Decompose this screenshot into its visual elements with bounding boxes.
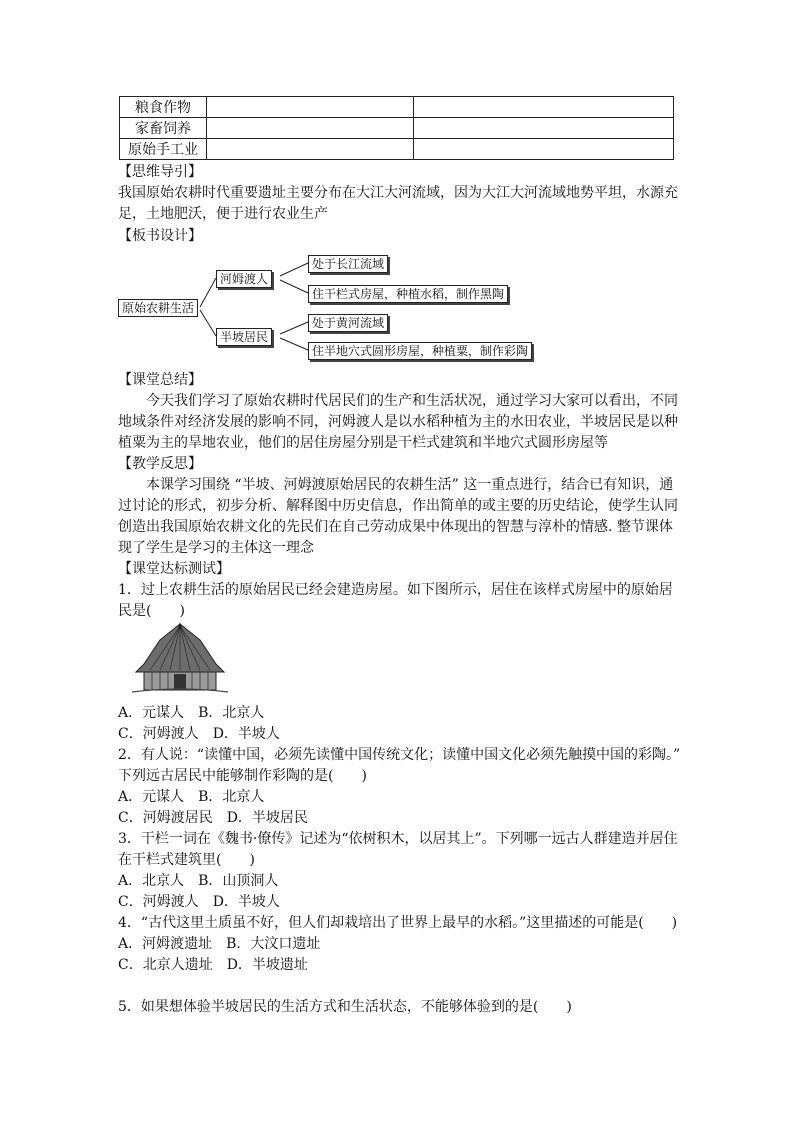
- question-2-line: 下列远古居民中能够制作彩陶的是( ): [118, 768, 367, 784]
- question-4-line: 4．“古代这里土质虽不好，但人们却栽培出了世界上最早的水稻。”这里描述的可能是( ): [118, 915, 678, 931]
- board-design-diagram: [118, 254, 548, 364]
- question-2-option: A．元谋人 B．北京人: [118, 789, 265, 805]
- question-3-line: 3．干栏一词在《魏书·僚传》记述为“依树积木，以居其上”。下列哪一远古人群建造并居住: [118, 831, 678, 847]
- reflection-line: 过讨论的形式，初步分析、解释图中历史信息，作出简单的或主要的历史结论，使学生认同: [118, 498, 678, 514]
- summary-heading: 【课堂总结】: [118, 372, 202, 388]
- thinking-guide-heading: 【思维导引】: [118, 164, 202, 180]
- table-row: [120, 97, 674, 118]
- summary-line: 今天我们学习了原始农耕时代居民们的生产和生活状况，通过学习大家可以看出，不同: [146, 393, 678, 409]
- banpo-fact-life: 住半地穴式圆形房屋，种植粟，制作彩陶: [308, 342, 532, 360]
- summary-line: 地域条件对经济发展的影响不同，河姆渡人是以水稻种植为主的水田农业，半坡居民是以种: [118, 414, 678, 430]
- table-row-label: 粮食作物: [120, 97, 207, 118]
- reflection-line: 本课学习围绕 “半坡、河姆渡原始居民的农耕生活” 这一重点进行，结合已有知识，通: [146, 477, 674, 493]
- table-cell: [207, 139, 414, 160]
- table-row-label: 家畜饲养: [120, 118, 207, 139]
- hemudu-fact-location: 处于长江流域: [308, 255, 388, 273]
- table-cell: [414, 97, 674, 118]
- hemudu-node: 河姆渡人: [216, 270, 272, 288]
- question-4-option: A．河姆渡遗址 B．大汶口遗址: [118, 936, 321, 952]
- summary-line: 植粟为主的旱地农业，他们的居住房屋分别是干栏式建筑和半地穴式圆形房屋等: [118, 435, 608, 451]
- economy-table: [119, 96, 674, 160]
- reflection-line: 创造出我国原始农耕文化的先民们在自己劳动成果中体现出的智慧与淳朴的情感. 整节课体: [118, 519, 673, 535]
- thinking-guide-line: 我国原始农耕时代重要遗址主要分布在大江大河流域，因为大江大河流域地势平坦，水源充: [118, 185, 678, 201]
- test-heading: 【课堂达标测试】: [118, 561, 230, 577]
- table-row: [120, 139, 674, 160]
- table-row-label: 原始手工业: [120, 139, 207, 160]
- table-cell: [207, 118, 414, 139]
- question-2-option: C．河姆渡居民 D．半坡居民: [118, 810, 308, 826]
- thinking-guide-line: 足，土地肥沃，便于进行农业生产: [118, 206, 328, 222]
- question-1-line: 民是( ): [118, 603, 185, 619]
- banpo-fact-location: 处于黄河流域: [308, 314, 388, 332]
- question-3-line: 在干栏式建筑里( ): [118, 852, 255, 868]
- root-node: 原始农耕生活: [118, 299, 198, 317]
- table-cell: [414, 118, 674, 139]
- question-1-option: A．元谋人 B．北京人: [118, 705, 265, 721]
- thatched-hut-illustration: [130, 620, 230, 700]
- table-cell: [207, 97, 414, 118]
- question-5-line: 5．如果想体验半坡居民的生活方式和生活状态，不能够体验到的是( ): [118, 999, 572, 1015]
- question-1-line: 1．过上农耕生活的原始居民已经会建造房屋。如下图所示，居住在该样式房屋中的原始居: [118, 582, 673, 598]
- board-design-heading: 【板书设计】: [118, 228, 202, 244]
- question-3-option: A．北京人 B．山顶洞人: [118, 873, 279, 889]
- table-cell: [414, 139, 674, 160]
- question-1-option: C．河姆渡人 D．半坡人: [118, 726, 280, 742]
- question-2-line: 2．有人说：“读懂中国，必须先读懂中国传统文化；读懂中国文化必须先触摸中国的彩陶。”: [118, 747, 681, 763]
- reflection-line: 现了学生是学习的主体这一理念: [118, 540, 314, 556]
- banpo-node: 半坡居民: [216, 328, 272, 346]
- table-row: [120, 118, 674, 139]
- reflection-heading: 【教学反思】: [118, 456, 202, 472]
- hemudu-fact-life: 住干栏式房屋，种植水稻，制作黑陶: [308, 285, 508, 303]
- question-4-option: C．北京人遗址 D．半坡遗址: [118, 957, 308, 973]
- question-3-option: C．河姆渡人 D．半坡人: [118, 894, 280, 910]
